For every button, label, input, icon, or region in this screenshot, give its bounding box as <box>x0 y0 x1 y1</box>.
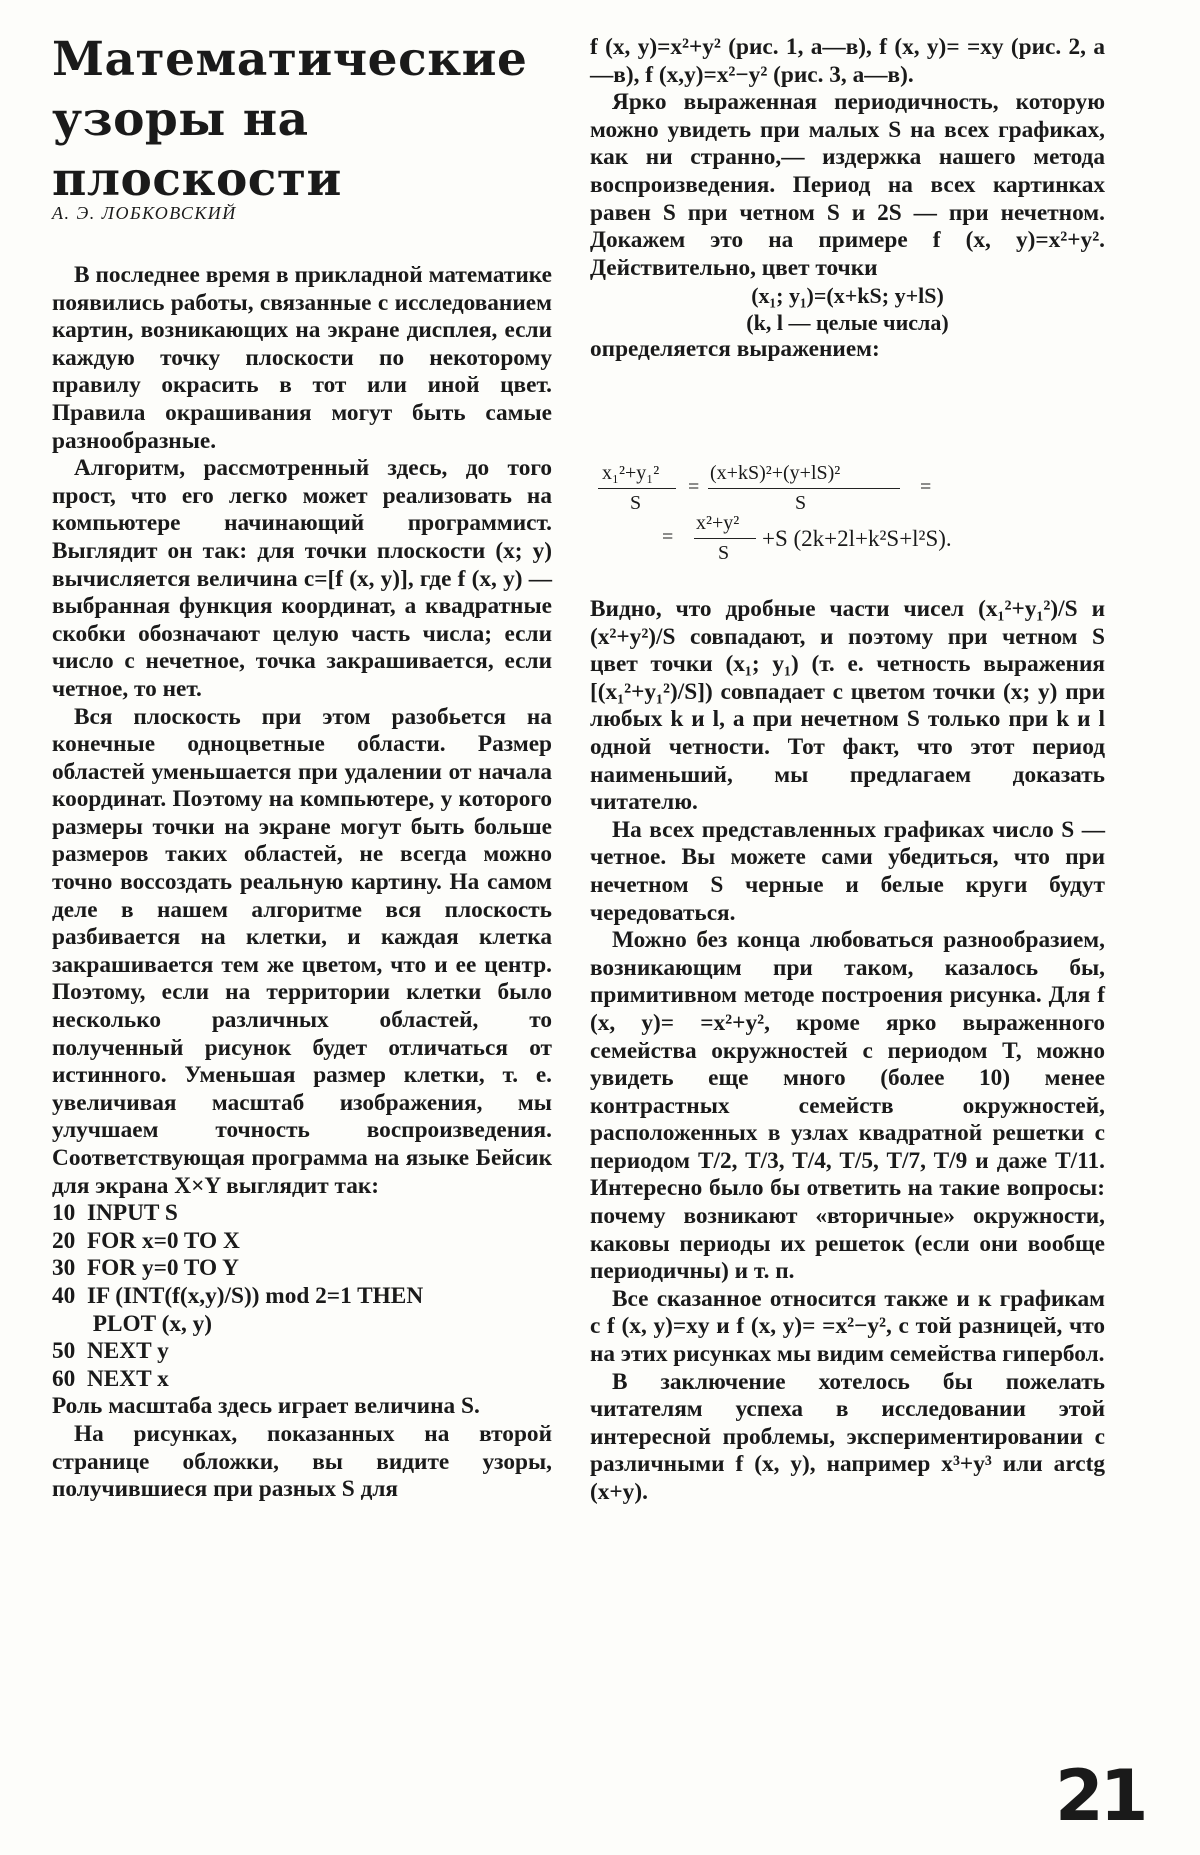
paragraph-functions: f (x, y)=x²+y² (рис. 1, а—в), f (x, y)= =xy (рис. 2, а—в), f (x,y)=x²−y² (рис. 3, а—в). <box>590 34 1105 88</box>
article-title <box>52 30 572 210</box>
frac3-numerator: x²+y² <box>696 512 740 534</box>
frac1-numerator: x₁²+y₁² <box>602 462 660 484</box>
paragraph-conclusion: В заключение хотелось бы пожелать читателям успеха в исследовании этой интересной проблемы, экспериментировании с различными f (x, y), например x³+y³ или arctg (x+y). <box>590 1368 1105 1505</box>
paragraph-regions: Вся плоскость при этом разобьется на конечные одноцветные области. Размер областей уменьшается при удалении от начала координат. Поэтому на компьютере, у которого размеры точки на экране могут быть больше размеров таких областей, не всегда можно точно воссоздать реальную картину. На самом деле в нашем алгоритме вся плоскость разбивается на клетки, и каждая клетка закрашивается тем же цветом, что и ее центр. Поэтому, если на территории клетки было несколько различных областей, то полученный рисунок будет отличаться от истинного. Уменьшая размер клетки, т. е. увеличивая масштаб изображения, мы улучшаем точность воспроизведения. Соответствующая программа на языке Бейсик для экрана X×Y выглядит так: <box>52 703 552 1199</box>
basic-program <box>52 1200 552 1393</box>
paragraph-intro: В последнее время в прикладной математике появились работы, связанные с исследованием картин, возникающих на экране дисплея, если каждую точку плоскости по некоторому правилу окрасить в тот или иной цвет. Правила окрашивания могут быть самые разнообразные. <box>52 262 552 454</box>
paragraph-proof: Видно, что дробные части чисел (x₁²+y₁²)/S и (x²+y²)/S совпадают, и поэтому при четном S цвет точки (x₁; y₁) (т. е. четность выражения [(x₁²+y₁²)/S]) совпадает с цветом точки (x; y) при любых k и l, а при нечетном S только при k и l одной четности. Тот факт, что этот период наименьший, мы предлагаем доказать читателю. <box>590 596 1105 816</box>
right-body-top <box>590 34 1105 364</box>
author-byline: А. Э. ЛОБКОВСКИЙ <box>52 203 237 223</box>
equals-sign: = <box>662 526 674 548</box>
title-line-1: Математические <box>52 32 528 87</box>
frac3-denominator: S <box>718 542 730 564</box>
equation-tail: +S (2k+2l+k²S+l²S). <box>762 526 952 551</box>
paragraph-variety: Можно без конца любоваться разнообразием, возникающим при таком, казалось бы, примитивном методе построения рисунка. Для f (x, y)= =x²+y², кроме ярко выраженного семейства окружностей с периодом T, можно увидеть еще много (более 10) менее контрастных семейств окружностей, расположенных в узлах квадратной решетки с периодом T/2, T/3, T/4, T/5, T/7, T/9 и даже T/11. Интересно было бы ответить на такие вопросы: почему возникают «вторичные» окружности, каковы периоды их решеток (если они вообще периодичны) и т. п. <box>590 927 1105 1285</box>
code-line: 10 INPUT S <box>52 1200 178 1227</box>
code-line: 60 NEXT x <box>52 1365 169 1392</box>
frac2-line <box>708 488 900 489</box>
equals-sign: = <box>688 476 700 498</box>
page-number: 21 <box>1055 1755 1145 1837</box>
title-line-2: узоры на плоскости <box>52 92 342 207</box>
frac3-line <box>694 538 756 539</box>
paragraph-even-s: На всех представленных графиках число S — четное. Вы можете сами убедиться, что при нечетном S черные и белые круги будут чередоваться. <box>590 816 1105 926</box>
paragraph-hyperbolas: Все сказанное относится также и к графикам с f (x, y)=xy и f (x, y)= =x²−y², с той разницей, что на этих рисунках мы видим семейства гипербол. <box>590 1285 1105 1368</box>
paragraph-scale: Роль масштаба здесь играет величина S. <box>52 1393 480 1420</box>
equals-sign: = <box>920 476 932 498</box>
frac1-line <box>598 488 676 489</box>
right-body-bottom <box>590 596 1105 1507</box>
paragraph-algorithm: Алгоритм, рассмотренный здесь, до того прост, что его легко может реализовать на компьютере начинающий программист. Выглядит он так: для точки плоскости (x; y) вычисляется величина c=[f (x, y)], где f (x, y) — выбранная функция координат, а квадратные скобки обозначают целую часть числа; если число c нечетное, точка закрашивается, если четное, то нет. <box>52 455 552 702</box>
paragraph-figures: На рисунках, показанных на второй странице обложки, вы видите узоры, получившиеся при разных S для <box>52 1420 552 1503</box>
frac2-denominator: S <box>795 492 807 514</box>
equation-point: (x₁; y₁)=(x+kS; y+lS) <box>751 283 944 309</box>
code-line: PLOT (x, y) <box>52 1310 213 1337</box>
code-line: 30 FOR y=0 TO Y <box>52 1255 239 1282</box>
code-line: 50 NEXT y <box>52 1338 169 1365</box>
paragraph-defined-by: определяется выражением: <box>590 336 880 363</box>
code-line: 20 FOR x=0 TO X <box>52 1227 240 1254</box>
equation-note: (k, l — целые числа) <box>746 310 949 336</box>
code-line: 40 IF (INT(f(x,y)/S)) mod 2=1 THEN <box>52 1282 424 1309</box>
frac1-denominator: S <box>630 492 642 514</box>
paragraph-periodicity: Ярко выраженная периодичность, которую можно увидеть при малых S на всех графиках, как ни странно,— издержка нашего метода воспроизведения. Период на всех картинках равен S при четном S и 2S — при нечетном. Докажем это на примере f (x, y)=x²+y². Действительно, цвет точки <box>590 89 1105 281</box>
left-body <box>52 262 552 1504</box>
fraction-equation <box>590 462 1105 582</box>
frac2-numerator: (x+kS)²+(y+lS)² <box>710 462 841 484</box>
